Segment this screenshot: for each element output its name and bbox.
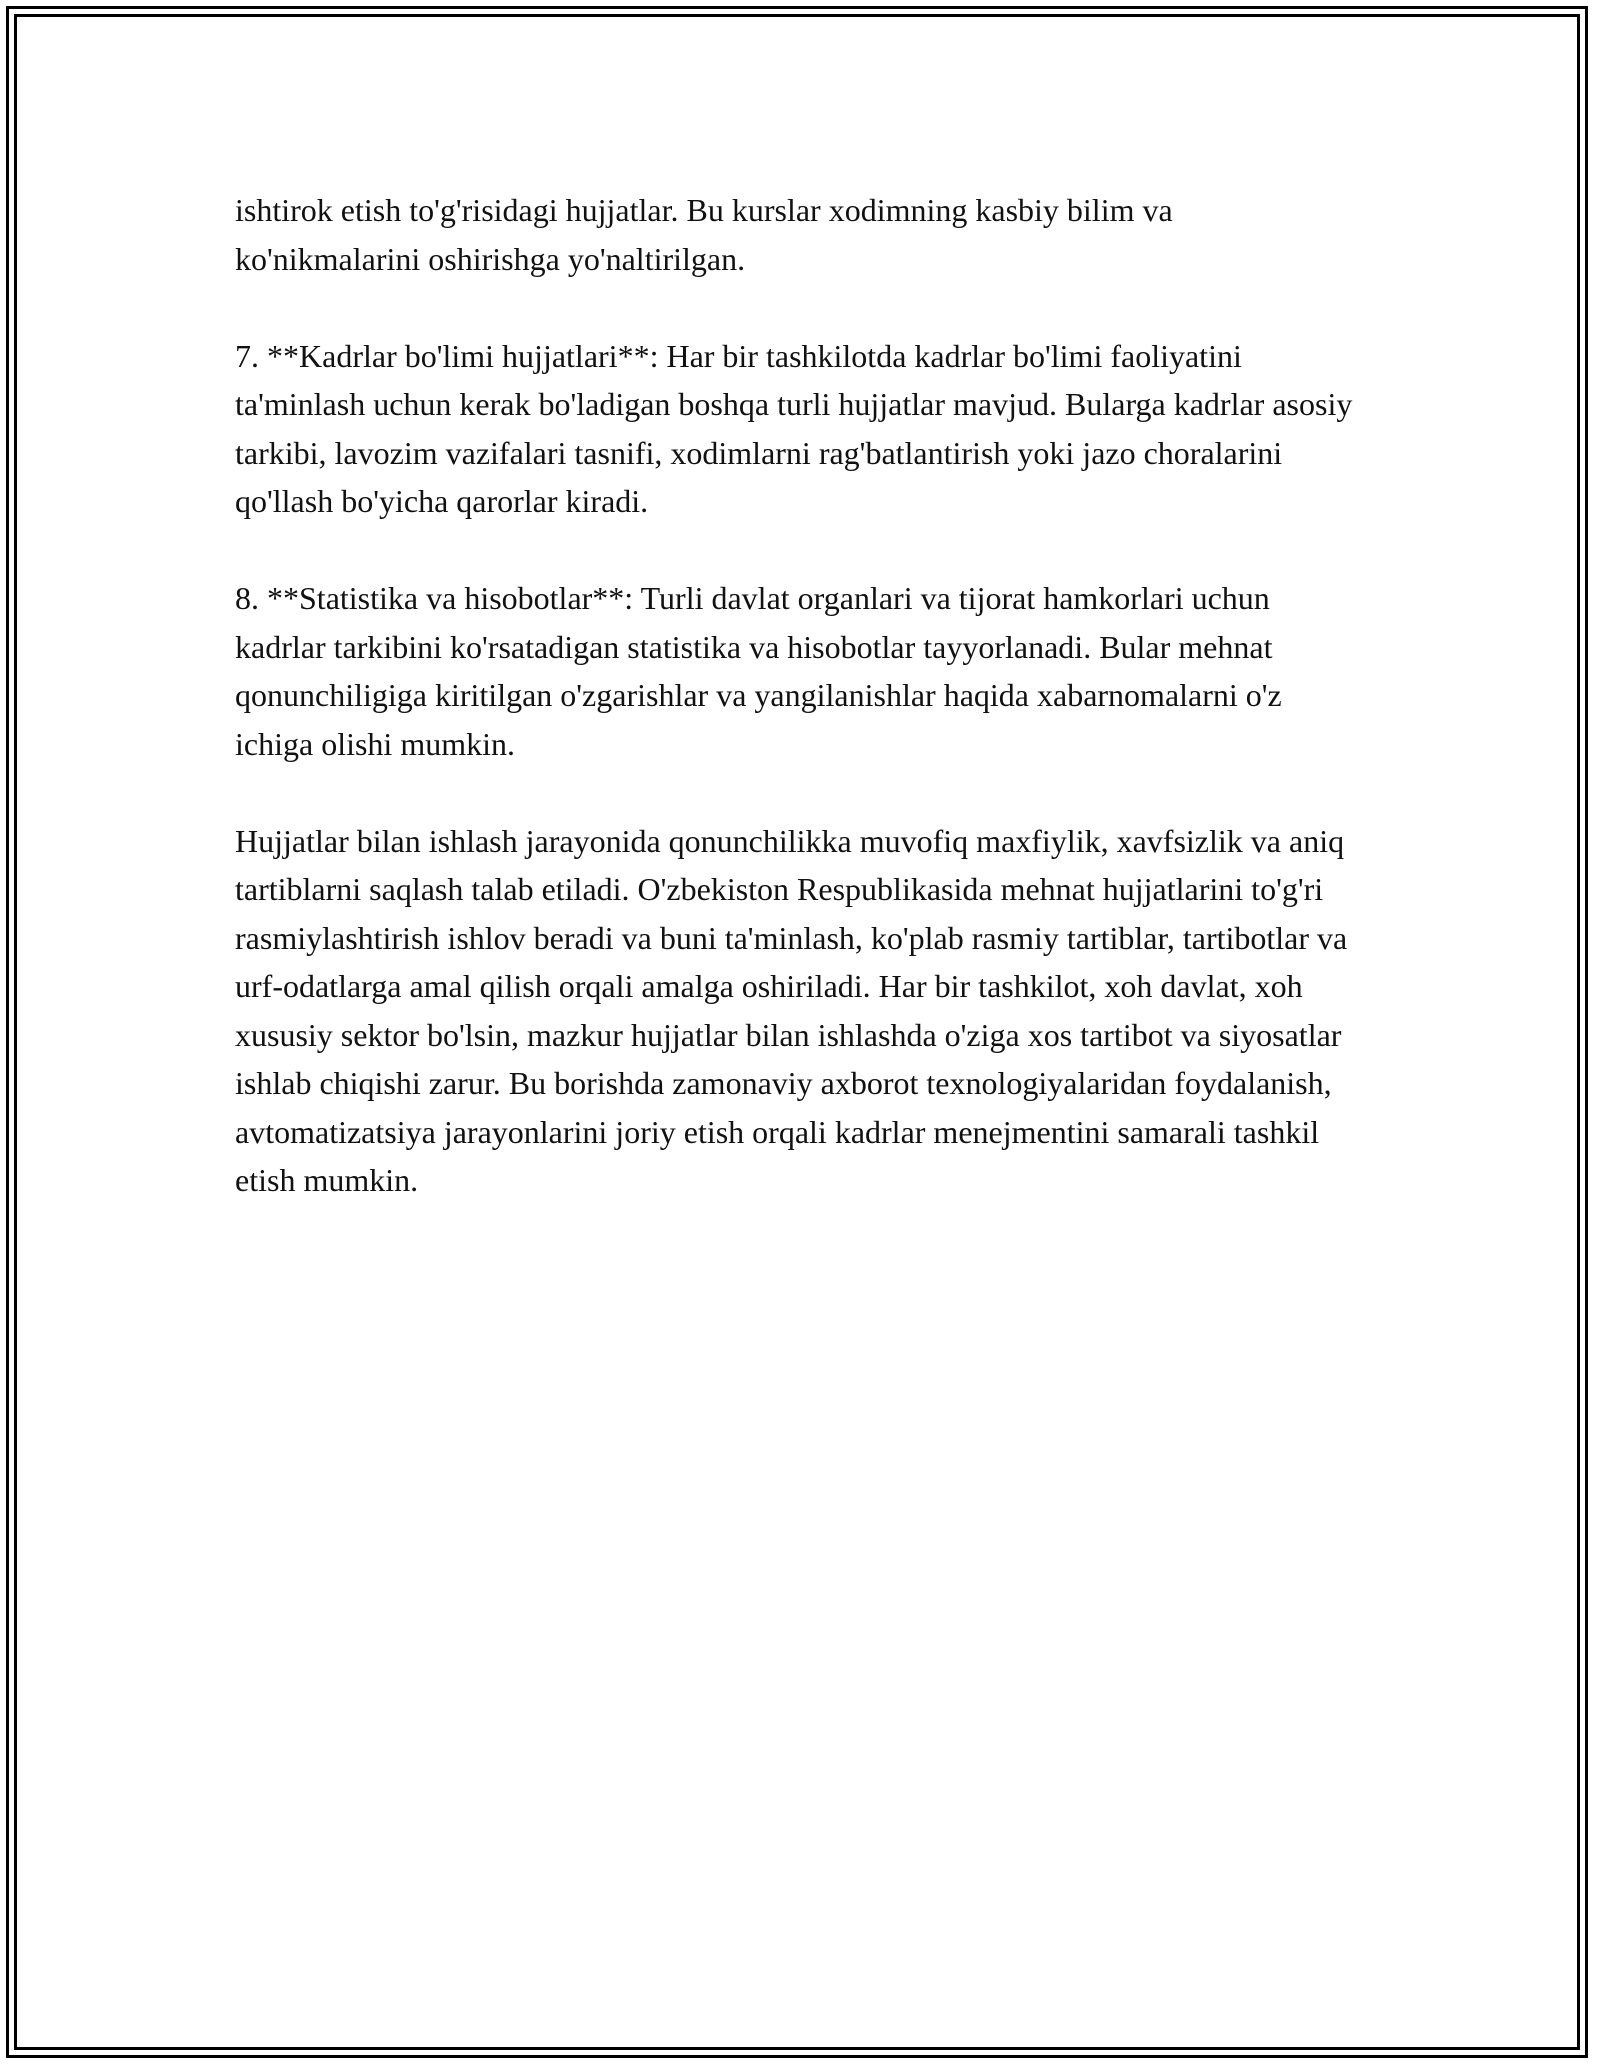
paragraph-conclusion: Hujjatlar bilan ishlash jarayonida qonunchilikka muvofiq maxfiylik, xavfsizlik va aniq tartiblarni saqlash talab etiladi. O'zbekiston Respublikasida mehnat hujjatlarini to'g'ri rasmiylashtirish ishlov beradi va buni ta'minlash, ko'plab rasmiy tartiblar, tartibotlar va urf-odatlarga amal qilish orqali amalga oshiriladi. Har bir tashkilot, xoh davlat, xoh xususiy sektor bo'lsin, mazkur hujjatlar bilan ishlashda o'ziga xos tartibot va siyosatlar ishlab chiqishi zarur. Bu borishda zamonaviy axborot texnologiyalaridan foydalanish, avtomatizatsiya jarayonlarini joriy etish orqali kadrlar menejmentini samarali tashkil etish mumkin. [235, 822, 1348, 1198]
paragraph-item-8: 8. **Statistika va hisobotlar**: Turli davlat organlari va tijorat hamkorlari uchun kadrlar tarkibini ko'rsatadigan statistika va hisobotlar tayyorlanadi. Bular mehnat qonunchiligiga kiritilgan o'zgarishlar va yangilanishlar haqida xabarnomalarni o'z ichiga olishi mumkin. [235, 580, 1282, 762]
paragraph-item-7: 7. **Kadrlar bo'limi hujjatlari**: Har bir tashkilotda kadrlar bo'limi faoliyatini ta'minlash uchun kerak bo'ladigan boshqa turli hujjatlar mavjud. Bularga kadrlar asosiy tarkibi, lavozim vazifalari tasnifi, xodimlarni rag'batlantirish yoki jazo choralarini qo'llash bo'yicha qarorlar kiradi. [235, 337, 1353, 519]
paragraph-continuation: ishtirok etish to'g'risidagi hujjatlar. Bu kurslar xodimning kasbiy bilim va ko'nikmalarini oshirishga yo'naltirilgan. [235, 192, 1173, 277]
document-body [235, 186, 1365, 1205]
